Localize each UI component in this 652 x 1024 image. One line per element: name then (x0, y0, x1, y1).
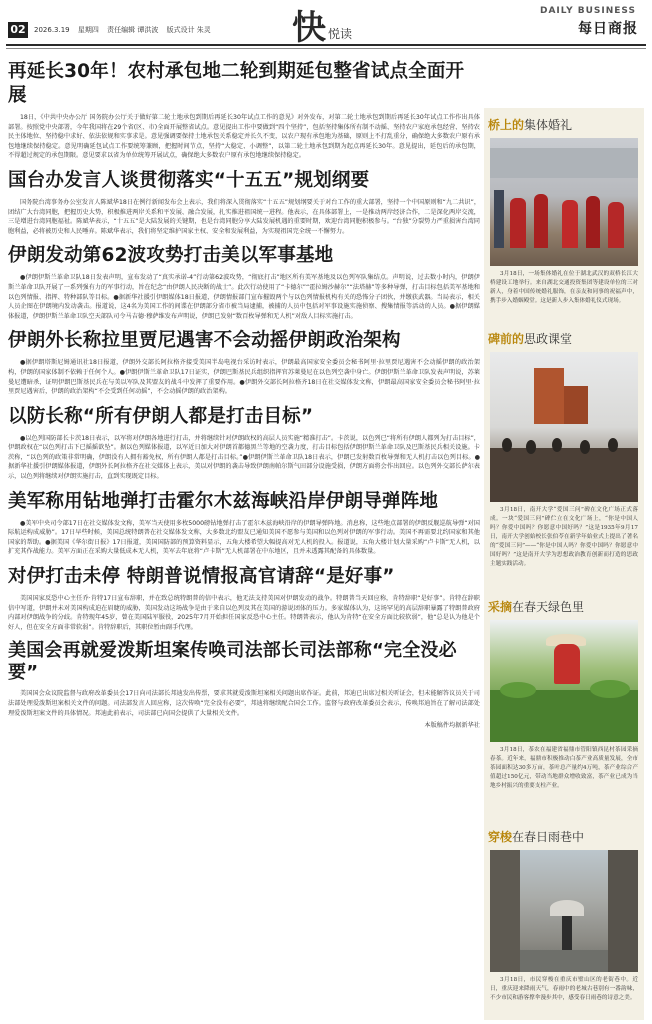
sidebar-item-title (484, 824, 644, 848)
article-body: 美国国会众议院监督与政府改革委员会17日向司法部长邦迪发出传票，要求其就爱泼斯坦案相关问题出席作证。此前，邦迪已出席过相关听证会，但未能解答议员关于司法部处理爱泼斯坦案相关文件的问题。司法部发言人回应称，这次传唤“完全没有必要”，邦迪将继续配合国会工作。监督与政府改革委员会表示，传唤邦迪旨在了解司法部处理爱泼斯坦案文件的具体情况。邦迪此前表示，司法部已向国会提供了大量相关文件。 (8, 690, 480, 717)
student-head (502, 438, 512, 452)
section-title-small: 悦读 (328, 27, 353, 41)
article-headline: 美军称用钻地弹打击霍尔木兹海峡沿岸伊朗导弹阵地 (8, 490, 439, 512)
page-number: 02 (8, 22, 28, 38)
issue-date: 2026.3.19 (34, 26, 70, 34)
audience-area (490, 448, 638, 502)
article-headline: 伊朗外长称拉里贾尼遇害不会动摇伊朗政治架构 (8, 330, 401, 352)
article-epstein-subpoena (8, 640, 480, 729)
groom-figure (586, 196, 600, 248)
designer-credit: 版式设计 朱灵 (166, 26, 211, 34)
tea-picking-photo (490, 620, 638, 742)
sidebar-item-title (484, 594, 644, 618)
article-body: ●美军中央司令部17日在社交媒体发文称，美军当天使用多枚5000磅钻地弹打击了霍尔木兹海峡沿岸的伊朗导弹阵地。消息称，这些地点部署的伊朗反舰巡航导弹“对国际航运构成威胁”。17日早些时候，美国总统特朗普在社交媒体发文称，大多数北约盟友已通知美国不愿参与美国和以色列对伊朗的军事行动。美国不再需要北约国家和其他国家的帮助。●据美国《华尔街日报》17日报道，美国国防部的预算资料显示，五角大楼希望大幅提高对无人机的投入。报道说，五角大楼计划大量采购“卢卡斯”无人机，以扩充其作战能力。美军方面正在采购大量低成本无人机，美军去年底将“卢卡斯”无人机部署在中东地区，且并未透露其配备的具体数量。 (8, 519, 480, 556)
bride-figure (608, 202, 624, 248)
article-land-contract (8, 60, 480, 161)
article-source: 本版稿件均据新华社 (424, 722, 480, 730)
article-headline: 对伊打击未停 特朗普说情报高官请辞“是好事” (8, 566, 395, 588)
tea-picker-figure (554, 644, 580, 684)
sidebar-title-highlight: 碑前的 (488, 331, 525, 346)
section-title-big: 快 (292, 8, 326, 48)
article-trump-intel-resign (8, 565, 480, 632)
monument-photo (490, 352, 638, 502)
article-body: 美国国家反恐中心主任乔·肯特17日宣布辞职，并在致总统特朗普的信中表示，他无法支持美国对伊朗发动的战争。特朗普当天回应称，肯特辞职“是好事”。肯特在辞职信中写道，伊朗并未对美国构成迫在眉睫的威胁，美国发动这场战争是由于来自以色列及其在美国的游说团体的压力。多家媒体认为，这场罕见的高层辞职暴露了特朗普政府内部对伊朗战争的分歧。肯特现年45岁，曾在美国陆军服役，2025年7月开始担任国家反恐中心主任。特朗普表示，他认为肯特“在安全方面比较软弱”，他“总是认为他是个好人，但在安全方面非常软弱”。肯特辞职后，其职位暂由副手代理。 (8, 595, 480, 631)
masthead (0, 0, 652, 50)
monument-block (564, 386, 588, 424)
alley-wall-left (490, 850, 520, 972)
main-column (8, 60, 480, 1020)
article-iran-offensive (8, 244, 480, 321)
article-body: ●伊朗伊斯兰革命卫队18日发表声明，宣布发动了“真实承诺-4”行动第62波攻势，“彻底打击”地区所有美军基地及以色列军队集结点。声明说，过去数小时内，伊朗伊斯兰革命卫队开展了一系列强有力的军事行动，旨在纪念“由伊朗人民决断的战士”。此次行动使用了“卡德尔”“霍拉姆沙赫尔”“法塔赫”等多种导弹，打击目标包括美军基地和以色列情报、指挥、特种部队等目标。●据新华社援引伊朗媒体18日报道，伊朗情报部门宣布摧毁两个与以色列情报机构有关的恐怖分子团伙，并缴获武器。当局表示，相关人员企图在伊朗境内发动袭击。报道说，这4名为美国工作的间谍在伊朗部分省市被当局逮捕，被捕的人员中包括对军事设施实施侦察、搜集情报等活动的人员。●据伊朗媒体报道，伊朗伊斯兰革命卫队空天部队司令马吉德·穆萨维发布声明说，伊朗已发射“数百枚导弹和无人机”对敌人目标实施打击。 (8, 274, 480, 320)
article-iran-foreign-minister (8, 329, 480, 396)
dateline (34, 25, 217, 35)
article-israel-defense-minister (8, 405, 480, 482)
photo-caption: 3月18日，一场集体婚礼在位于湖北武汉的双桥长江大桥建设工地举行。来自湖北交通投资集团等建设单位的三对新人，身着中国传统婚礼服饰，在亲友和同事的祝福声中，携手步入婚姻殿堂。这是新人步入集体婚礼仪式现场。 (490, 271, 638, 304)
sidebar-title-highlight: 桥上的 (488, 117, 525, 132)
brand-chinese: 每日商报 (578, 21, 638, 37)
wet-street (520, 950, 608, 972)
article-body: ●以色列国防部长卡茨18日表示，以军将对伊朗各地进行打击，并将继续针对伊朗政权的高层人员实施“精准打击”。卡茨说，以色列已“将所有伊朗人都列为打击目标”，伊朗政权在“以色列打击下已摇摇欲坠”。据以色列媒体报道，以军近日加大对伊朗首都德黑兰等地的空袭力度，打击目标包括伊朗伊斯兰革命卫队及巴斯基民兵相关设施。卡茨称，“以色列的政策非常明确，伊朗没有人拥有豁免权，所有伊朗人都是打击目标。”●伊朗伊斯兰革命卫队18日表示，伊朗已发射数百枚导弹和无人机打击以色列目标。●据新华社援引伊朗媒体报道，伊朗外长阿拉格齐在社交媒体上表示，美以对伊朗的袭击导致伊朗南帕尔斯气田部分设施受损，伊朗方面将会作出回应。以色列外交部长萨尔表示，以色列将继续对伊朗实施打击，直到实现既定目标。 (8, 434, 480, 481)
alley-wall-right (608, 850, 638, 972)
rain-alley-photo (490, 850, 638, 972)
article-body: ●据伊朗塔斯尼姆通讯社18日报道，伊朗外交部长阿拉格齐接受美国半岛电视台采访时表示，伊朗最高国家安全委员会秘书阿里·拉里贾尼遇害不会动摇伊朗的政治架构，伊朗的国家体制不依赖于任何个人。●伊朗伊斯兰革命卫队17日证实，伊朗巴斯基民兵组织指挥官苏莱曼尼在以色列空袭中身亡。伊朗伊斯兰革命卫队发表声明说，苏莱曼尼遭暗杀，证明伊朗巴斯基民兵在与美以军队及其盟友的战斗中发挥了重要作用。●伊朗外交部长阿拉格齐18日在社交媒体发文称，伊朗最高国家安全委员会秘书阿里·拉里贾尼遇害后，伊朗的政治架构“不会受到任何动摇”，不会动摇伊朗的政治架构。 (8, 359, 480, 396)
sidebar-title-rest: 在春天绿色里 (512, 599, 585, 614)
wedding-photo (490, 138, 638, 266)
photo-caption: 3月18日，南开大学“爱国三问”碑在文化广场正式落成。一块“爱国三问”碑伫立在文化广场上，“你是中国人吗？你爱中国吗？你愿意中国好吗？”这是1935年9月17日，南开大学创始校长张伯苓在新学年始业式上提出了著名的“爱国三问”——“你是中国人吗？你爱中国吗？你愿意中国好吗？”这是南开大学为思想政治教育创新而打造的思政主题实践活动。 (490, 507, 638, 567)
article-taiwan-office (8, 169, 480, 236)
masthead-rule-thin (6, 48, 646, 49)
article-headline: 以防长称“所有伊朗人都是打击目标” (8, 405, 314, 427)
student-head (552, 438, 562, 452)
article-headline: 再延长30年！农村承包地二轮到期延包整省试点全面开展 (8, 61, 465, 106)
article-us-bunker-buster (8, 490, 480, 557)
article-body: 国务院台湾事务办公室发言人陈斌华18日在例行新闻发布会上表示，我们将深入贯彻落实“十五五”规划纲要关于对台工作的重大部署，坚持一个中国原则和“九二共识”，团结广大台湾同胞，把握历史大势，积极推进两岸关系和平发展、融合发展，扎实推进祖国统一进程。他表示，在具体部署上，一是推动两岸经济合作，二是深化两岸交流，三是增进台湾同胞福祉。陈斌华表示，“十五五”是大陆发展的关键期，也是台湾同胞分享大陆发展机遇的重要时期，欢迎台湾同胞积极参与。“台独”分裂势力严重损害台湾同胞利益，必将被历史和人民唾弃。陈斌华表示，我们将坚定维护国家主权、安全和发展利益，为实现祖国完全统一不懈努力。 (8, 198, 480, 235)
photo-caption: 3月18日，茶农在福建省福鼎市管阳镇西昆村茶园采摘春茶。近年来，福鼎市积极推动白茶产业高质量发展，全市茶园面积达30多万亩，茶叶总产量约4万吨，茶产业综合产值超过150亿元，带动当地群众增收致富，茶产业已成为当地乡村振兴的重要支柱产业。 (490, 747, 638, 789)
sidebar-title-rest: 在春日雨巷中 (512, 829, 585, 844)
bride-figure (510, 198, 526, 248)
article-body: 18日，《中共中央办公厅 国务院办公厅关于做好第二轮土地承包到期后再延长30年试点工作的意见》对外发布，对第二轮土地承包到期后再延长30年试点工作作出具体部署。按照党中央部署，今年我国将在29个省(区、市)全面开展整省试点。意见提出工作中要做到“四个坚持”，包括坚持集体所有制不动摇、坚持农户家庭承包经营、坚持农民主体地位、坚持稳中求好、依法依规和实事求是。意见强调要保持土地承包关系稳定并长久不变，以农户现有承包地为基础，原则上不打乱重分，确保绝大多数农户原有承包地继续保持稳定。意见明确延包试点工作要统筹兼顾，把握时间节点，坚持“大稳定、小调整”，以第二轮土地承包到期为起点再延长30年。意见提出，延包后的承包期，不得超过规定的承包期限。意见要求以省为单位统筹开展试点，确保绝大多数农户原有承包地继续保持稳定。 (8, 114, 480, 160)
article-headline: 美国会再就爱泼斯坦案传唤司法部长司法部称“完全没必要” (8, 640, 457, 684)
tea-bushes (490, 690, 638, 742)
student-head (526, 440, 536, 454)
sidebar-title-rest: 思政课堂 (524, 331, 573, 346)
section-title (292, 4, 352, 48)
sidebar-title-highlight: 采摘 (488, 599, 513, 614)
student-head (580, 440, 590, 454)
sidebar-item-rain-alley (484, 824, 644, 1003)
photo-sidebar (484, 108, 644, 1020)
bridge-deck-shape (490, 148, 638, 178)
sidebar-item-tea (484, 594, 644, 791)
groom-figure (534, 194, 548, 248)
sidebar-title-rest: 集体婚礼 (524, 117, 573, 132)
tea-bush (500, 682, 536, 698)
sidebar-item-monument (484, 326, 644, 569)
sidebar-item-title (484, 112, 644, 136)
brand-english: DAILY BUSINESS (539, 6, 636, 16)
tea-bush (590, 680, 630, 698)
guest-figure (494, 190, 504, 248)
issue-weekday: 星期四 (77, 26, 99, 34)
article-headline: 伊朗发动第62波攻势打击美以军事基地 (8, 245, 334, 267)
umbrella-shape (550, 900, 584, 916)
sidebar-item-title (484, 326, 644, 350)
sidebar-title-highlight: 穿梭 (488, 829, 513, 844)
photo-caption: 3月18日，市民穿梭在重庆市璧山区的老街巷中。近日，重庆迎来降雨天气，春雨中的老城古巷别有一番韵味，不少市民和游客撑伞漫步其中，感受春日雨巷的诗意之美。 (490, 977, 638, 1001)
masthead-rule (6, 44, 646, 46)
article-headline: 国台办发言人谈贯彻落实“十五五”规划纲要 (8, 169, 370, 191)
student-head (608, 438, 618, 452)
sidebar-item-wedding (484, 112, 644, 306)
editor-credit: 责任编辑 谭洪波 (107, 26, 159, 34)
monument-block (534, 368, 564, 424)
bride-figure (562, 200, 578, 248)
